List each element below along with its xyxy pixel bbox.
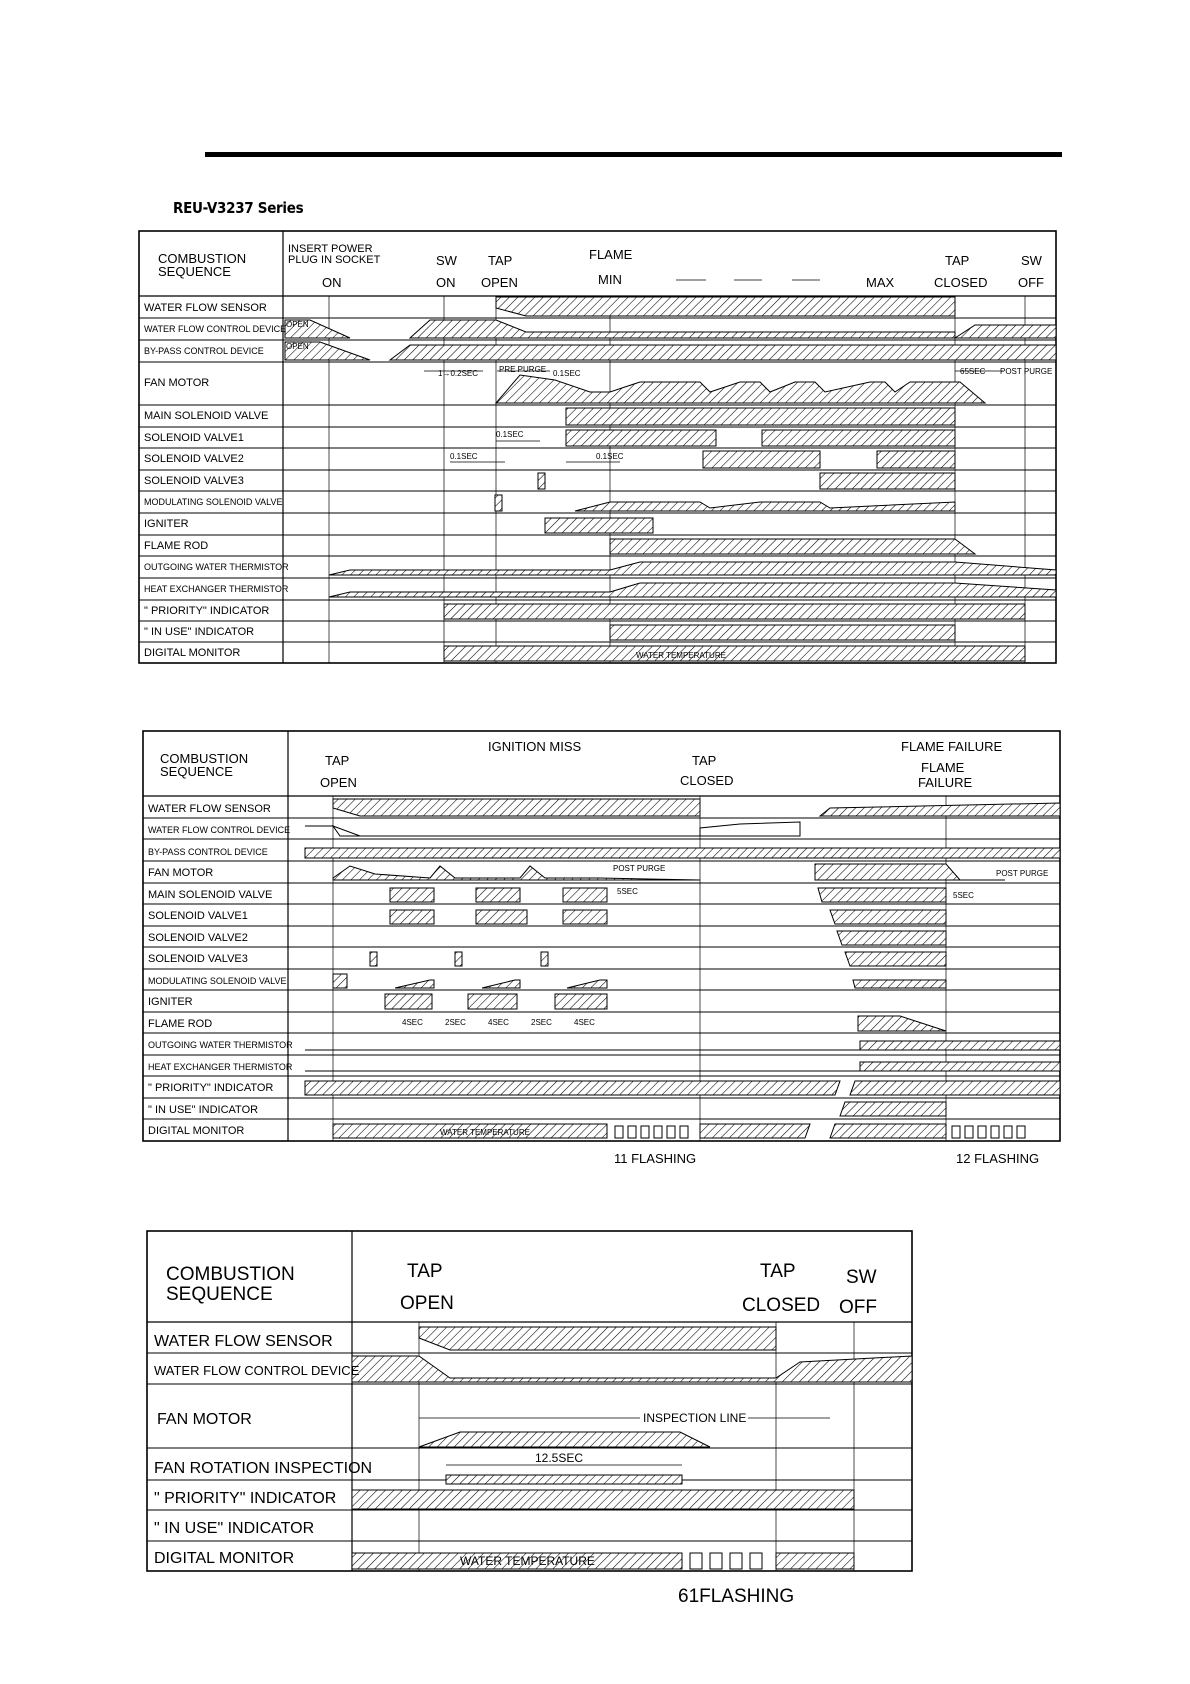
d1-post-purge-t: 65SEC: [960, 367, 986, 376]
d1-corner-2: SEQUENCE: [158, 264, 231, 279]
d2-flame-failure-title: FLAME FAILURE: [901, 739, 1003, 754]
d3-row-label: DIGITAL MONITOR: [154, 1550, 295, 1567]
d3-tap-2: TAP: [760, 1261, 796, 1282]
d1-closed: CLOSED: [934, 275, 988, 290]
mod-sv: [575, 502, 955, 511]
d2-row-label: IGNITER: [148, 996, 193, 1008]
outgoing-thermistor: [329, 562, 1056, 575]
d1-fan-delay: 1→0.2SEC: [438, 369, 479, 378]
d2-open: OPEN: [320, 775, 357, 790]
sv2-a: [703, 451, 820, 468]
diagram-3-text: [166, 1261, 877, 1318]
d1-row-label: SOLENOID VALVE3: [144, 475, 244, 487]
series-title: REU-V3237 Series: [173, 199, 304, 217]
d2-main-t2: 5SEC: [953, 891, 974, 900]
fan-motor: [496, 375, 985, 403]
d1-row-label: WATER FLOW SENSOR: [144, 302, 267, 314]
d2-flame: FLAME: [921, 760, 965, 775]
d2-row-label: SOLENOID VALVE2: [148, 932, 248, 944]
d3-flashing-61: 61FLASHING: [678, 1586, 795, 1607]
d1-on: ON: [322, 275, 342, 290]
d3-inspection-line: INSPECTION LINE: [643, 1411, 747, 1425]
d3-row-label: FAN ROTATION INSPECTION: [154, 1460, 373, 1477]
d2-row-label: OUTGOING WATER THERMISTOR: [148, 1040, 293, 1050]
d2-row-label: DIGITAL MONITOR: [148, 1125, 245, 1137]
diagram-2-text: [160, 739, 1002, 790]
igniter: [545, 518, 653, 533]
sv3-b: [820, 473, 955, 489]
d3-monitor-label: WATER TEMPERATURE: [460, 1554, 595, 1568]
d2-row-label: BY-PASS CONTROL DEVICE: [148, 847, 268, 857]
hex-thermistor: [329, 583, 1056, 597]
d1-row-label: IGNITER: [144, 518, 189, 530]
d2-row-label: HEAT EXCHANGER THERMISTOR: [148, 1062, 293, 1072]
d1-sv2-t1: 0.1SEC: [450, 452, 478, 461]
flame-rod: [610, 539, 975, 554]
d3-corner-2: SEQUENCE: [166, 1284, 273, 1305]
d1-min: MIN: [598, 272, 622, 287]
monitor-band: [444, 646, 1025, 661]
d2-main-t1: 5SEC: [617, 887, 638, 896]
d2-ignition-miss: IGNITION MISS: [488, 739, 582, 754]
d2-t-2sec: 2SEC: [531, 1018, 552, 1027]
d2-t-4sec: 4SEC: [574, 1018, 595, 1027]
d1-sv2-t2: 0.1SEC: [596, 452, 624, 461]
d1-sw-2: SW: [1021, 253, 1042, 268]
d3-closed: CLOSED: [742, 1295, 821, 1316]
diagram-1-text: [158, 243, 1044, 290]
d3-row-label: WATER FLOW CONTROL DEVICE: [154, 1363, 360, 1378]
d2-t-2sec: 2SEC: [445, 1018, 466, 1027]
diagram-1: [139, 231, 1056, 663]
d2-failure: FAILURE: [918, 775, 973, 790]
d1-row-label: SOLENOID VALVE1: [144, 432, 244, 444]
d1-post-purge: POST PURGE: [1000, 367, 1053, 376]
d3-sw: SW: [846, 1267, 877, 1288]
d1-row-label: FLAME ROD: [144, 540, 209, 552]
d1-row-label: FAN MOTOR: [144, 377, 210, 389]
d1-sw-on: ON: [436, 275, 456, 290]
mod-pulse: [495, 495, 502, 511]
d1-tap-2: TAP: [945, 253, 970, 268]
d2-closed: CLOSED: [680, 773, 734, 788]
diagram-3-row-labels: [154, 1333, 372, 1567]
d2-row-label: " IN USE" INDICATOR: [148, 1104, 259, 1116]
diagram-2-row-labels: [148, 803, 293, 1137]
diagram-2-row-dividers: [143, 818, 1060, 1119]
d2-row-label: FAN MOTOR: [148, 867, 214, 879]
d3-inspection-t: 12.5SEC: [535, 1451, 584, 1465]
d3-open: OPEN: [400, 1293, 454, 1314]
diagram-2-flash-blocks: [615, 1126, 1025, 1138]
d1-insert-power: INSERT POWER: [288, 243, 373, 255]
d3-tap: TAP: [407, 1261, 443, 1282]
d2-row-label: MODULATING SOLENOID VALVE: [148, 976, 287, 986]
diagram-1-row-labels: [144, 302, 289, 659]
diagram-2: [143, 731, 1060, 1141]
d2-row-label: SOLENOID VALVE1: [148, 910, 248, 922]
bypass-flow: [390, 345, 1056, 360]
main-sv: [566, 408, 955, 425]
d1-corner-1: COMBUSTION: [158, 251, 247, 266]
priority-ind: [444, 604, 1025, 619]
d1-plug-socket: PLUG IN SOCKET: [288, 254, 381, 266]
d2-row-label: " PRIORITY" INDICATOR: [148, 1082, 274, 1094]
sv1-b: [762, 430, 955, 446]
d3-row-label: " PRIORITY" INDICATOR: [154, 1490, 337, 1507]
d1-flame: FLAME: [589, 247, 633, 262]
d1-row-label: SOLENOID VALVE2: [144, 453, 244, 465]
sv2-b: [877, 451, 955, 468]
d1-row-label: HEAT EXCHANGER THERMISTOR: [144, 584, 289, 594]
d1-row-label: BY-PASS CONTROL DEVICE: [144, 346, 264, 356]
d3-corner-1: COMBUSTION: [166, 1264, 295, 1285]
d1-monitor-label: WATER TEMPERATURE: [636, 651, 726, 660]
wfcd-flow: [410, 320, 955, 338]
d2-row-label: MAIN SOLENOID VALVE: [148, 889, 273, 901]
d3-off: OFF: [839, 1297, 877, 1318]
d1-row-label: " IN USE" INDICATOR: [144, 626, 255, 638]
inuse-ind: [610, 625, 955, 640]
d3-row-label: FAN MOTOR: [157, 1411, 252, 1428]
d2-t-4sec: 4SEC: [488, 1018, 509, 1027]
d2-row-label: FLAME ROD: [148, 1018, 213, 1030]
d2-monitor-label: WATER TEMPERATURE: [440, 1128, 530, 1137]
d1-off: OFF: [1018, 275, 1044, 290]
d1-tap: TAP: [488, 253, 513, 268]
d2-row-label: SOLENOID VALVE3: [148, 953, 248, 965]
wfs-pulse: [496, 297, 955, 316]
d2-row-label: WATER FLOW CONTROL DEVICE: [148, 825, 291, 835]
d2-flashing-12: 12 FLASHING: [956, 1151, 1040, 1166]
d1-row-label: " PRIORITY" INDICATOR: [144, 605, 270, 617]
d1-row-label: WATER FLOW CONTROL DEVICE: [144, 324, 287, 334]
d1-pre-purge-t: 0.1SEC: [553, 369, 581, 378]
d1-row-label: MAIN SOLENOID VALVE: [144, 410, 269, 422]
d1-row-label: DIGITAL MONITOR: [144, 647, 241, 659]
d3-row-label: " IN USE" INDICATOR: [154, 1520, 315, 1537]
d2-flashing-11: 11 FLASHING: [614, 1151, 697, 1166]
d3-row-label: WATER FLOW SENSOR: [154, 1333, 333, 1350]
d2-corner-1: COMBUSTION: [160, 751, 249, 766]
wfcd-tail: [955, 325, 1056, 338]
d1-max: MAX: [866, 275, 895, 290]
d1-pre-purge: PRE PURGE: [499, 365, 547, 374]
d2-post-purge-2: POST PURGE: [996, 869, 1049, 878]
sv1-a: [566, 430, 716, 446]
sv3-pulse: [538, 473, 545, 489]
d2-post-purge-1: POST PURGE: [613, 864, 666, 873]
d1-sv1-t: 0.1SEC: [496, 430, 524, 439]
d2-t-4sec: 4SEC: [402, 1018, 423, 1027]
d2-corner-2: SEQUENCE: [160, 764, 233, 779]
d2-tap: TAP: [325, 753, 350, 768]
d1-open-1: OPEN: [286, 320, 309, 329]
d1-open-2: OPEN: [286, 342, 309, 351]
d1-row-label: MODULATING SOLENOID VALVE: [144, 497, 283, 507]
diagram-3-flash-blocks: [690, 1553, 762, 1569]
d2-tap-2: TAP: [692, 753, 717, 768]
d1-sw: SW: [436, 253, 457, 268]
diagram-1-waveforms: [285, 297, 1056, 661]
d2-row-label: WATER FLOW SENSOR: [148, 803, 271, 815]
d1-row-label: OUTGOING WATER THERMISTOR: [144, 562, 289, 572]
d1-tap-open: OPEN: [481, 275, 518, 290]
